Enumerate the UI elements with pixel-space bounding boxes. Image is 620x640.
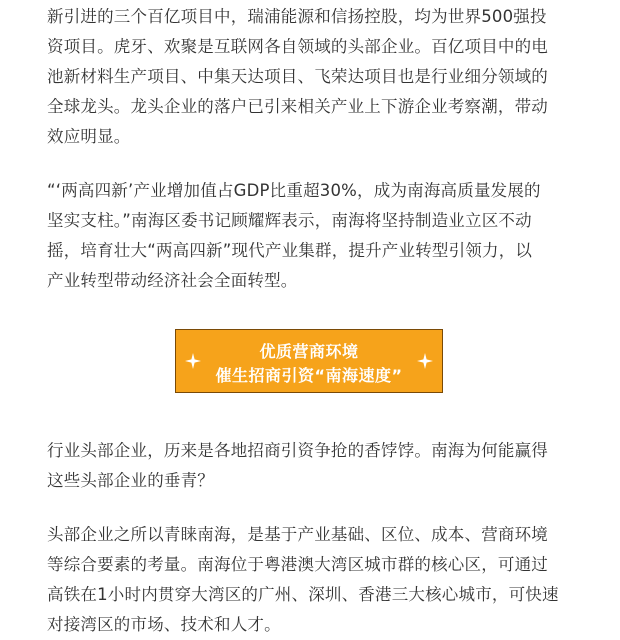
banner-subtitle: 催生招商引资“南海速度” [215, 366, 403, 385]
paragraph-line: 效应明显。 [47, 127, 131, 146]
paragraph-line: 摇，培育壮大“两高四新”现代产业集群，提升产业转型引领力，以 [47, 241, 533, 260]
paragraph-4 [47, 520, 587, 640]
paragraph-line: 产业转型带动经济社会全面转型。 [47, 271, 298, 290]
paragraph-line: 坚实支柱。”南海区委书记顾耀辉表示，南海将坚持制造业立区不动 [47, 211, 532, 230]
paragraph-line: 池新材料生产项目、中集天达项目、飞荣达项目也是行业细分领域的 [47, 67, 548, 86]
sparkle-icon [417, 353, 433, 369]
paragraph-line: “‘两高四新’产业增加值占GDP比重超30%，成为南海高质量发展的 [47, 181, 541, 200]
paragraph-3 [47, 436, 587, 496]
section-heading-banner [175, 329, 443, 393]
paragraph-line: 这些头部企业的垂青？ [47, 471, 214, 490]
paragraph-line: 头部企业之所以青睐南海，是基于产业基础、区位、成本、营商环境 [47, 525, 548, 544]
paragraph-line: 资项目。虎牙、欢聚是互联网各自领域的头部企业。百亿项目中的电 [47, 37, 548, 56]
paragraph-line: 高铁在1小时内贯穿大湾区的广州、深圳、香港三大核心城市，可快速 [47, 585, 559, 604]
banner-title: 优质营商环境 [259, 342, 359, 361]
paragraph-line: 全球龙头。龙头企业的落户已引来相关产业上下游企业考察潮，带动 [47, 97, 548, 116]
paragraph-line: 新引进的三个百亿项目中，瑞浦能源和信扬控股，均为世界500强投 [47, 7, 547, 26]
paragraph-line: 行业头部企业，历来是各地招商引资争抢的香饽饽。南海为何能赢得 [47, 441, 548, 460]
paragraph-line: 对接湾区的市场、技术和人才。 [47, 615, 281, 634]
paragraph-1 [47, 2, 587, 152]
paragraph-2 [47, 176, 587, 296]
paragraph-line: 等综合要素的考量。南海位于粤港澳大湾区城市群的核心区，可通过 [47, 555, 548, 574]
